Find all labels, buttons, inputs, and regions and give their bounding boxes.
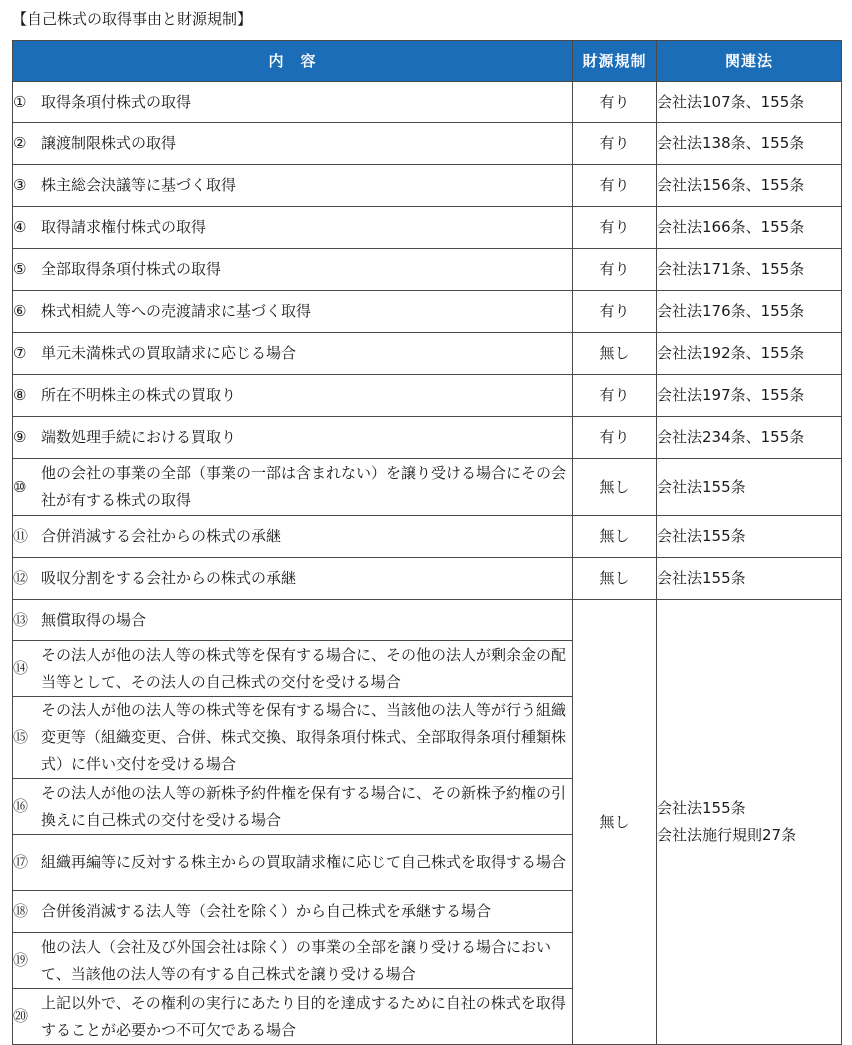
financial-regulation-cell: 有り bbox=[573, 291, 657, 333]
item bbox=[13, 565, 572, 592]
item bbox=[13, 607, 572, 634]
content-cell bbox=[13, 891, 573, 933]
related-law-cell: 会社法171条、155条 bbox=[657, 249, 842, 291]
table-row bbox=[13, 558, 842, 600]
item-number: ③ bbox=[13, 176, 27, 194]
item-text: 取得請求権付株式の取得 bbox=[41, 218, 207, 236]
item bbox=[13, 340, 572, 367]
related-law-cell: 会社法155条 bbox=[657, 459, 842, 516]
document-title: 【自己株式の取得事由と財源規制】 bbox=[12, 10, 253, 28]
item bbox=[13, 382, 572, 409]
financial-regulation-cell: 無し bbox=[573, 333, 657, 375]
related-law-cell: 会社法197条、155条 bbox=[657, 375, 842, 417]
related-law-merged-cell bbox=[657, 600, 842, 1045]
related-law-line: 会社法155条 bbox=[657, 799, 746, 817]
financial-regulation-cell: 有り bbox=[573, 249, 657, 291]
item-number: ⑬ bbox=[13, 610, 29, 629]
item-number: ⑭ bbox=[13, 659, 29, 677]
content-cell bbox=[13, 516, 573, 558]
item-text: 端数処理手続における買取り bbox=[41, 428, 237, 446]
table-row bbox=[13, 165, 842, 207]
related-law-cell: 会社法107条、155条 bbox=[657, 82, 842, 123]
item-number: ⑦ bbox=[13, 344, 27, 362]
financial-regulation-cell: 有り bbox=[573, 207, 657, 249]
table-row bbox=[13, 600, 842, 641]
header-related-law: 関連法 bbox=[657, 41, 842, 82]
item bbox=[13, 214, 572, 241]
content-cell bbox=[13, 933, 573, 989]
content-cell bbox=[13, 207, 573, 249]
table-row bbox=[13, 516, 842, 558]
content-cell bbox=[13, 989, 573, 1045]
content-cell bbox=[13, 697, 573, 779]
content-cell bbox=[13, 459, 573, 516]
item-number: ⑪ bbox=[13, 527, 29, 545]
item bbox=[13, 172, 572, 199]
item bbox=[13, 849, 572, 876]
table-row bbox=[13, 249, 842, 291]
table-row bbox=[13, 375, 842, 417]
item-number: ⑯ bbox=[13, 797, 29, 815]
item-text: 他の法人（会社及び外国会社は除く）の事業の全部を譲り受ける場合において、当該他の法人等の有する自己株式を譲り受ける場合 bbox=[41, 937, 552, 983]
item-text: 譲渡制限株式の取得 bbox=[41, 134, 177, 152]
item-text: 単元未満株式の買取請求に応じる場合 bbox=[41, 344, 297, 362]
header-financial-regulation: 財源規制 bbox=[573, 41, 657, 82]
item-text: その法人が他の法人等の新株予約件権を保有する場合に、その新株予約権の引換えに自己株式の交付を受ける場合 bbox=[41, 783, 567, 829]
item-number: ⑱ bbox=[13, 902, 29, 920]
item-text: 株式相続人等への売渡請求に基づく取得 bbox=[41, 302, 312, 320]
content-cell bbox=[13, 375, 573, 417]
header-row bbox=[13, 41, 842, 82]
item bbox=[13, 424, 572, 451]
table-row bbox=[13, 459, 842, 516]
financial-regulation-cell: 有り bbox=[573, 123, 657, 165]
item bbox=[13, 130, 572, 157]
table-body bbox=[13, 82, 842, 1045]
item-text: 取得条項付株式の取得 bbox=[41, 92, 192, 111]
item-number: ① bbox=[13, 92, 27, 111]
content-cell bbox=[13, 82, 573, 123]
financial-regulation-cell: 有り bbox=[573, 375, 657, 417]
content-cell bbox=[13, 558, 573, 600]
item-number: ⑧ bbox=[13, 386, 27, 404]
content-cell bbox=[13, 165, 573, 207]
financial-regulation-cell: 有り bbox=[573, 417, 657, 459]
content-cell bbox=[13, 835, 573, 891]
item bbox=[13, 898, 572, 925]
item-text: 全部取得条項付株式の取得 bbox=[41, 260, 222, 278]
item-text: 合併後消滅する法人等（会社を除く）から自己株式を承継する場合 bbox=[41, 902, 492, 920]
related-law-cell: 会社法155条 bbox=[657, 558, 842, 600]
table-row bbox=[13, 207, 842, 249]
item-number: ⑤ bbox=[13, 260, 27, 278]
content-cell bbox=[13, 779, 573, 835]
item bbox=[13, 642, 572, 696]
related-law-cell: 会社法166条、155条 bbox=[657, 207, 842, 249]
header-content: 内 容 bbox=[13, 41, 573, 82]
item-text: 組織再編等に反対する株主からの買取請求権に応じて自己株式を取得する場合 bbox=[41, 853, 567, 871]
item-text: その法人が他の法人等の株式等を保有する場合に、当該他の法人等が行う組織変更等（組織変更、合併、株式交換、取得条項付株式、全部取得条項付種類株式）に伴い交付を受ける場合 bbox=[41, 701, 567, 773]
item bbox=[13, 256, 572, 283]
item-number: ⑥ bbox=[13, 302, 27, 320]
item bbox=[13, 990, 572, 1044]
financial-regulation-cell: 有り bbox=[573, 82, 657, 123]
item-text: 吸収分割をする会社からの株式の承継 bbox=[41, 569, 297, 587]
item-number: ⑮ bbox=[13, 728, 29, 746]
item-text: 合併消滅する会社からの株式の承継 bbox=[41, 527, 282, 545]
related-law-cell: 会社法138条、155条 bbox=[657, 123, 842, 165]
item bbox=[13, 89, 572, 116]
financial-regulation-cell: 無し bbox=[573, 558, 657, 600]
item bbox=[13, 934, 572, 988]
table-row bbox=[13, 333, 842, 375]
item-text: 所在不明株主の株式の買取り bbox=[41, 386, 237, 404]
item-number: ⑰ bbox=[13, 853, 29, 871]
acquisition-rules-table bbox=[12, 40, 842, 1045]
financial-regulation-cell: 無し bbox=[573, 516, 657, 558]
content-cell bbox=[13, 123, 573, 165]
item-text: 他の会社の事業の全部（事業の一部は含まれない）を譲り受ける場合にその会社が有する株式の取得 bbox=[41, 464, 567, 509]
item bbox=[13, 523, 572, 550]
content-cell bbox=[13, 600, 573, 641]
content-cell bbox=[13, 249, 573, 291]
table-row bbox=[13, 291, 842, 333]
item-number: ⑲ bbox=[13, 951, 29, 969]
related-law-cell: 会社法176条、155条 bbox=[657, 291, 842, 333]
item bbox=[13, 780, 572, 834]
related-law-cell: 会社法155条 bbox=[657, 516, 842, 558]
item-number: ⑩ bbox=[13, 477, 27, 496]
item-number: ⑳ bbox=[13, 1007, 29, 1025]
related-law-line: 会社法施行規則27条 bbox=[657, 826, 797, 844]
related-law-cell: 会社法234条、155条 bbox=[657, 417, 842, 459]
financial-regulation-cell: 有り bbox=[573, 165, 657, 207]
item-text: 株主総会決議等に基づく取得 bbox=[41, 176, 237, 194]
financial-regulation-merged-cell: 無し bbox=[573, 600, 657, 1045]
item-number: ⑫ bbox=[13, 569, 29, 587]
content-cell bbox=[13, 641, 573, 697]
item bbox=[13, 298, 572, 325]
table-row bbox=[13, 123, 842, 165]
item-text: その法人が他の法人等の株式等を保有する場合に、その他の法人が剰余金の配当等として、その法人の自己株式の交付を受ける場合 bbox=[41, 645, 567, 691]
item-text: 上記以外で、その権利の実行にあたり目的を達成するために自社の株式を取得することが必要かつ不可欠である場合 bbox=[41, 993, 566, 1039]
content-cell bbox=[13, 291, 573, 333]
content-cell bbox=[13, 333, 573, 375]
financial-regulation-cell: 無し bbox=[573, 459, 657, 516]
item-number: ② bbox=[13, 134, 27, 152]
related-law-cell: 会社法156条、155条 bbox=[657, 165, 842, 207]
table-row bbox=[13, 82, 842, 123]
item-text: 無償取得の場合 bbox=[41, 610, 147, 629]
related-law-cell: 会社法192条、155条 bbox=[657, 333, 842, 375]
item bbox=[13, 460, 572, 514]
content-cell bbox=[13, 417, 573, 459]
item-number: ④ bbox=[13, 218, 27, 236]
item-number: ⑨ bbox=[13, 428, 27, 446]
table-row bbox=[13, 417, 842, 459]
item bbox=[13, 697, 572, 778]
